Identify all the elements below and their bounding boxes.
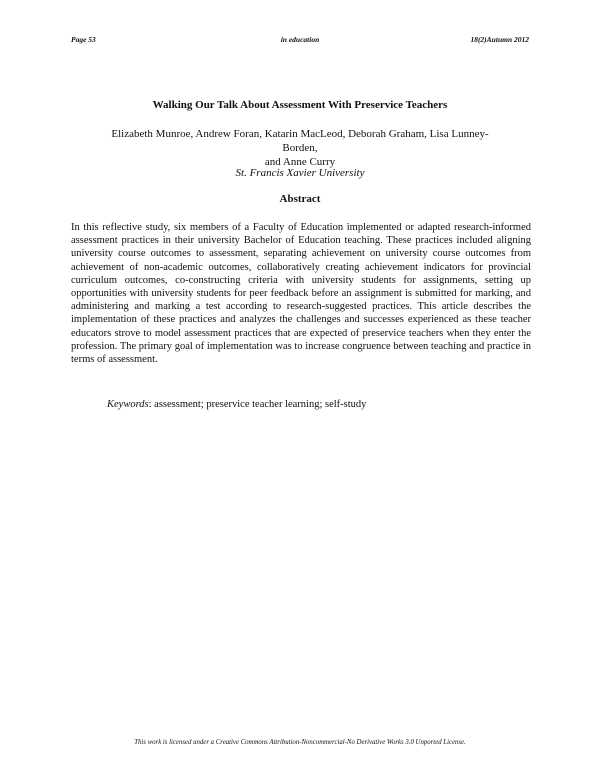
abstract-text: In this reflective study, six members of a Faculty of Education implemented or adapted research-informed assessment practices in their university Bachelor of Education teaching. These practices included aligning university course outcomes to assessment, separating achievement on university course outcomes from achievement of non-academic outcomes, collaboratively creating achievement indicators for provincial curriculum outcomes, co-constructing criteria with university students for assignments, setting up opportunities with university students for peer feedback before an assignment is submitted for marking, and administering and marking a test according to research-suggested practices. This article describes the implementation of these practices and analyzes the challenges and successes experienced as these teacher educators strove to model assessment practices that are expected of preservice teachers when they enter the profession. The primary goal of implementation was to increase congruence between teaching and practice in terms of assessment.	[71, 222, 531, 366]
author-list	[95, 127, 505, 169]
article-title: Walking Our Talk About Assessment With Preservice Teachers	[152, 99, 448, 111]
authors-line-1: Elizabeth Munroe, Andrew Foran, Katarin MacLeod, Deborah Graham, Lisa Lunney-Borden,	[111, 128, 489, 154]
keywords-label: Keywords	[107, 399, 149, 410]
issue-info: 18(2)Autumn 2012	[470, 35, 529, 44]
author-affiliation: St. Francis Xavier University	[235, 167, 365, 179]
keywords-line	[107, 399, 527, 410]
journal-name: in education	[280, 35, 320, 44]
abstract-heading: Abstract	[279, 193, 321, 205]
license-notice: This work is licensed under a Creative Commons Attribution-Noncommercial-No Derivative Works 3.0 Unported License.	[134, 739, 466, 746]
keywords-list: : assessment; preservice teacher learning; self-study	[148, 399, 367, 410]
running-header	[71, 35, 529, 47]
authors-line-2: and Anne Curry	[264, 156, 336, 168]
page-number: Page 53	[71, 35, 96, 44]
